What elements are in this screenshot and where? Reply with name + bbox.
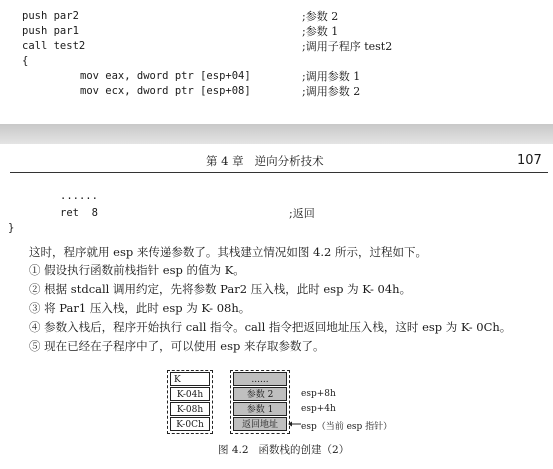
address-label: K-0Ch [170,417,210,431]
code-comment: ;返回 [289,207,315,220]
paragraph: ④ 参数入栈后，程序开始执行 call 指令。call 指令把返回地址压入栈，这时 esp 为 K- 0Ch。 [29,320,512,334]
paragraph: ① 假设执行函数前栈指针 esp 的值为 K。 [29,263,245,277]
esp-offset-label: esp+4h [301,404,336,414]
figure-caption: 图 4.2 函数栈的创建（2） [218,444,350,456]
page-number: 107 [517,153,542,168]
address-label: K-04h [170,387,210,401]
code-comment: ;调用参数 2 [302,85,361,98]
page-gap [0,124,553,144]
address-label: K [170,372,210,386]
stack-cell: 参数 2 [233,387,287,401]
code-line: mov ecx, dword ptr [esp+08] [80,85,251,97]
paragraph: ② 根据 stdcall 调用约定，先将参数 Par2 压入栈，此时 esp 为 K- 04h。 [29,282,412,296]
chapter-header: 第 4 章 逆向分析技术 [206,154,324,168]
address-label: K-08h [170,402,210,416]
code-comment: ;参数 2 [302,10,339,23]
esp-offset-label: esp+8h [301,389,336,399]
paragraph: ③ 将 Par1 压入栈，此时 esp 为 K- 08h。 [29,301,251,315]
code-line: call test2 [22,40,86,52]
code-ellipsis: ...... [60,190,98,202]
paragraph: 这时，程序就用 esp 来传递参数了。其栈建立情况如图 4.2 所示，过程如下。 [29,245,427,259]
arrow-left-icon [287,419,301,429]
stack-cell: 返回地址 [233,417,287,431]
code-comment: ;调用参数 1 [302,70,361,83]
previous-page-fragment [0,0,553,124]
stack-cell: ...... [233,372,287,386]
stack-cell: 参数 1 [233,402,287,416]
code-line: push par2 [22,10,79,22]
code-line: push par1 [22,25,79,37]
code-comment: ;调用子程序 test2 [302,40,393,53]
code-line: { [22,55,29,67]
code-line: ret 8 [60,207,98,219]
paragraph: ⑤ 现在已经在子程序中了，可以使用 esp 来存取参数了。 [29,339,325,353]
code-brace: } [8,222,15,234]
header-rule [10,172,548,173]
code-comment: ;参数 1 [302,25,339,38]
esp-pointer-label: esp（当前 esp 指针） [301,422,393,432]
stack-diagram [162,366,393,436]
code-line: mov eax, dword ptr [esp+04] [80,70,251,82]
